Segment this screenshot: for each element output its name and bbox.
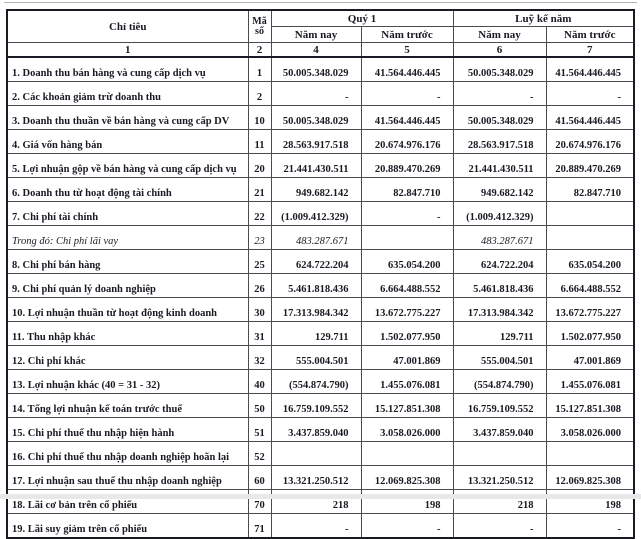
row-label-cell: 10. Lợi nhuận thuần từ hoạt động kinh doanh: [7, 298, 248, 322]
code-header-line2: số: [255, 25, 264, 37]
table-row: [7, 154, 634, 178]
q1-current-value-cell: 949.682.142: [271, 178, 361, 202]
q1-prior-value-cell: -: [361, 202, 453, 226]
table-row: [7, 202, 634, 226]
ytd-prior-value-cell: [546, 202, 634, 226]
q1-prior-value-cell: 47.001.869: [361, 346, 453, 370]
q1-current-value-cell: [271, 442, 361, 466]
row-code-cell: 40: [248, 370, 271, 394]
q1-current-year-header: Năm nay: [271, 27, 361, 43]
q1-current-value-cell: 624.722.204: [271, 250, 361, 274]
q1-current-value-cell: -: [271, 82, 361, 106]
ytd-prior-value-cell: 635.054.200: [546, 250, 634, 274]
q1-prior-value-cell: 198: [361, 490, 453, 514]
q1-current-value-cell: 16.759.109.552: [271, 394, 361, 418]
q1-current-value-cell: 21.441.430.511: [271, 154, 361, 178]
row-label-cell: 15. Chi phí thuế thu nhập hiện hành: [7, 418, 248, 442]
ytd-current-value-cell: 624.722.204: [453, 250, 546, 274]
table-row: [7, 298, 634, 322]
q1-prior-value-cell: 41.564.446.445: [361, 57, 453, 82]
ytd-current-value-cell: 949.682.142: [453, 178, 546, 202]
table-row: [7, 394, 634, 418]
row-code-cell: 52: [248, 442, 271, 466]
ytd-current-year-header: Năm nay: [453, 27, 546, 43]
q1-prior-value-cell: 15.127.851.308: [361, 394, 453, 418]
ytd-prior-value-cell: 20.674.976.176: [546, 130, 634, 154]
q1-current-value-cell: 3.437.859.040: [271, 418, 361, 442]
column-number-7: 7: [546, 43, 634, 58]
q1-prior-value-cell: 12.069.825.308: [361, 466, 453, 490]
q1-prior-value-cell: 20.674.976.176: [361, 130, 453, 154]
row-code-cell: 25: [248, 250, 271, 274]
row-code-cell: 31: [248, 322, 271, 346]
row-label-cell: 5. Lợi nhuận gộp về bán hàng và cung cấp dịch vụ: [7, 154, 248, 178]
ytd-group-header: Luỹ kế năm: [453, 10, 634, 27]
ytd-prior-value-cell: -: [546, 82, 634, 106]
row-label-cell: 3. Doanh thu thuần về bán hàng và cung cấp DV: [7, 106, 248, 130]
table-row: [7, 57, 634, 82]
ytd-prior-year-header: Năm trước: [546, 27, 634, 43]
row-label-cell: 1. Doanh thu bán hàng và cung cấp dịch vụ: [7, 57, 248, 82]
row-code-cell: 32: [248, 346, 271, 370]
ytd-current-value-cell: 50.005.348.029: [453, 57, 546, 82]
table-row: [7, 106, 634, 130]
criteria-header: Chỉ tiêu: [7, 10, 248, 43]
code-header: [248, 10, 271, 43]
q1-prior-value-cell: 20.889.470.269: [361, 154, 453, 178]
row-label-cell: 7. Chi phí tài chính: [7, 202, 248, 226]
ytd-prior-value-cell: 15.127.851.308: [546, 394, 634, 418]
column-number-4: 4: [271, 43, 361, 58]
column-number-2: 2: [248, 43, 271, 58]
table-row: [7, 322, 634, 346]
row-code-cell: 60: [248, 466, 271, 490]
row-label-cell: 8. Chi phí bán hàng: [7, 250, 248, 274]
q1-prior-value-cell: -: [361, 514, 453, 539]
row-label-cell: 18. Lãi cơ bản trên cổ phiếu: [7, 490, 248, 514]
row-label-cell: 13. Lợi nhuận khác (40 = 31 - 32): [7, 370, 248, 394]
q1-prior-value-cell: 1.502.077.950: [361, 322, 453, 346]
ytd-current-value-cell: (554.874.790): [453, 370, 546, 394]
q1-group-header: Quý 1: [271, 10, 453, 27]
table-body: [7, 57, 634, 538]
ytd-prior-value-cell: -: [546, 514, 634, 539]
row-label-cell: 2. Các khoản giảm trừ doanh thu: [7, 82, 248, 106]
ytd-current-value-cell: 5.461.818.436: [453, 274, 546, 298]
q1-current-value-cell: 17.313.984.342: [271, 298, 361, 322]
row-code-cell: 11: [248, 130, 271, 154]
ytd-current-value-cell: 17.313.984.342: [453, 298, 546, 322]
ytd-current-value-cell: 3.437.859.040: [453, 418, 546, 442]
row-label-cell: 6. Doanh thu từ hoạt động tài chính: [7, 178, 248, 202]
ytd-prior-value-cell: 198: [546, 490, 634, 514]
table-row: [7, 178, 634, 202]
ytd-current-value-cell: -: [453, 82, 546, 106]
ytd-prior-value-cell: 1.502.077.950: [546, 322, 634, 346]
table-header: [7, 10, 634, 57]
scan-edge-line: [4, 2, 637, 3]
ytd-prior-value-cell: 6.664.488.552: [546, 274, 634, 298]
row-label-cell: 11. Thu nhập khác: [7, 322, 248, 346]
q1-current-value-cell: 483.287.671: [271, 226, 361, 250]
row-label-cell: 16. Chi phí thuế thu nhập doanh nghiệp hoãn lại: [7, 442, 248, 466]
row-code-cell: 71: [248, 514, 271, 539]
q1-current-value-cell: 129.711: [271, 322, 361, 346]
ytd-prior-value-cell: 12.069.825.308: [546, 466, 634, 490]
table-row: [7, 226, 634, 250]
q1-current-value-cell: 50.005.348.029: [271, 106, 361, 130]
ytd-prior-value-cell: 41.564.446.445: [546, 57, 634, 82]
q1-current-value-cell: 5.461.818.436: [271, 274, 361, 298]
q1-prior-value-cell: 635.054.200: [361, 250, 453, 274]
ytd-prior-value-cell: 3.058.026.000: [546, 418, 634, 442]
row-code-cell: 1: [248, 57, 271, 82]
table-row: [7, 418, 634, 442]
q1-prior-value-cell: [361, 442, 453, 466]
row-code-cell: 51: [248, 418, 271, 442]
table-row: [7, 466, 634, 490]
ytd-prior-value-cell: [546, 442, 634, 466]
row-label-cell: 12. Chi phí khác: [7, 346, 248, 370]
row-code-cell: 22: [248, 202, 271, 226]
row-label-cell: 19. Lãi suy giảm trên cổ phiếu: [7, 514, 248, 539]
ytd-prior-value-cell: [546, 226, 634, 250]
table-row: [7, 442, 634, 466]
q1-prior-value-cell: 13.672.775.227: [361, 298, 453, 322]
scan-bottom-strip: [0, 494, 641, 499]
q1-current-value-cell: 555.004.501: [271, 346, 361, 370]
ytd-current-value-cell: 28.563.917.518: [453, 130, 546, 154]
column-number-5: 5: [361, 43, 453, 58]
q1-current-value-cell: 13.321.250.512: [271, 466, 361, 490]
row-code-cell: 70: [248, 490, 271, 514]
q1-current-value-cell: 28.563.917.518: [271, 130, 361, 154]
q1-current-value-cell: 50.005.348.029: [271, 57, 361, 82]
ytd-current-value-cell: 16.759.109.552: [453, 394, 546, 418]
q1-prior-value-cell: 3.058.026.000: [361, 418, 453, 442]
row-label-cell: 17. Lợi nhuận sau thuế thu nhập doanh nghiệp: [7, 466, 248, 490]
row-code-cell: 26: [248, 274, 271, 298]
ytd-current-value-cell: -: [453, 514, 546, 539]
financial-results-table: [6, 9, 635, 539]
q1-prior-year-header: Năm trước: [361, 27, 453, 43]
ytd-prior-value-cell: 82.847.710: [546, 178, 634, 202]
ytd-prior-value-cell: 20.889.470.269: [546, 154, 634, 178]
ytd-current-value-cell: 483.287.671: [453, 226, 546, 250]
row-code-cell: 30: [248, 298, 271, 322]
table-row: [7, 274, 634, 298]
q1-prior-value-cell: 82.847.710: [361, 178, 453, 202]
row-code-cell: 10: [248, 106, 271, 130]
code-header-line1: Mã: [252, 15, 267, 27]
q1-prior-value-cell: [361, 226, 453, 250]
ytd-current-value-cell: (1.009.412.329): [453, 202, 546, 226]
ytd-prior-value-cell: 1.455.076.081: [546, 370, 634, 394]
ytd-current-value-cell: 218: [453, 490, 546, 514]
q1-prior-value-cell: 41.564.446.445: [361, 106, 453, 130]
table-row: [7, 370, 634, 394]
table-row: [7, 130, 634, 154]
ytd-current-value-cell: 129.711: [453, 322, 546, 346]
row-label-cell: 14. Tổng lợi nhuận kế toán trước thuế: [7, 394, 248, 418]
q1-current-value-cell: 218: [271, 490, 361, 514]
row-label-cell: Trong đó: Chi phí lãi vay: [7, 226, 248, 250]
table-row: [7, 514, 634, 539]
table-row: [7, 250, 634, 274]
ytd-current-value-cell: 555.004.501: [453, 346, 546, 370]
ytd-current-value-cell: 21.441.430.511: [453, 154, 546, 178]
column-number-1: 1: [7, 43, 248, 58]
ytd-prior-value-cell: 13.672.775.227: [546, 298, 634, 322]
q1-current-value-cell: (1.009.412.329): [271, 202, 361, 226]
ytd-current-value-cell: [453, 442, 546, 466]
column-number-6: 6: [453, 43, 546, 58]
q1-current-value-cell: -: [271, 514, 361, 539]
ytd-prior-value-cell: 41.564.446.445: [546, 106, 634, 130]
ytd-current-value-cell: 50.005.348.029: [453, 106, 546, 130]
table-row: [7, 346, 634, 370]
q1-prior-value-cell: -: [361, 82, 453, 106]
row-code-cell: 23: [248, 226, 271, 250]
table-row: [7, 82, 634, 106]
row-label-cell: 9. Chi phí quản lý doanh nghiệp: [7, 274, 248, 298]
ytd-prior-value-cell: 47.001.869: [546, 346, 634, 370]
q1-prior-value-cell: 1.455.076.081: [361, 370, 453, 394]
q1-current-value-cell: (554.874.790): [271, 370, 361, 394]
row-code-cell: 20: [248, 154, 271, 178]
row-code-cell: 2: [248, 82, 271, 106]
q1-prior-value-cell: 6.664.488.552: [361, 274, 453, 298]
row-code-cell: 50: [248, 394, 271, 418]
row-code-cell: 21: [248, 178, 271, 202]
ytd-current-value-cell: 13.321.250.512: [453, 466, 546, 490]
row-label-cell: 4. Giá vốn hàng bán: [7, 130, 248, 154]
